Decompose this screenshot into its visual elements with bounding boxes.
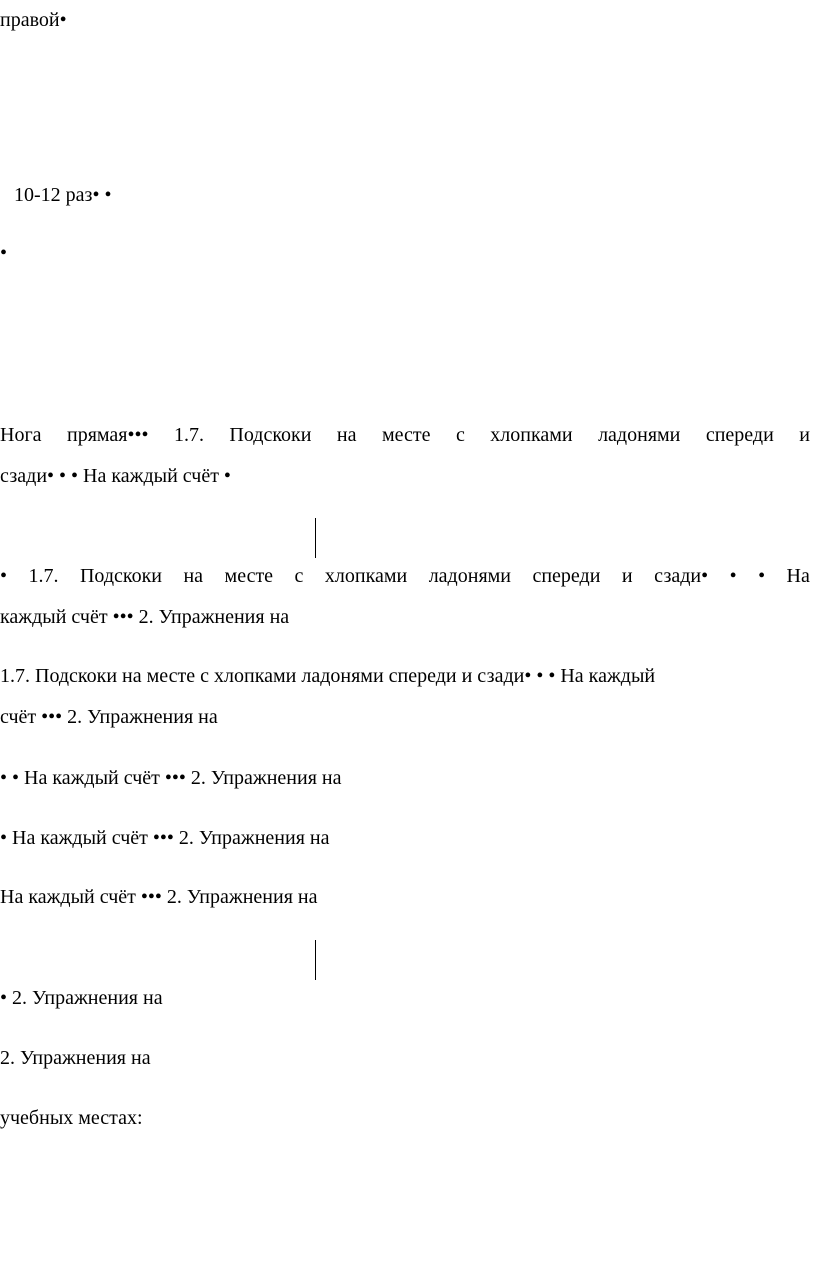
- word: Нога: [0, 424, 42, 446]
- word: с: [294, 565, 304, 587]
- word: 1.7.: [28, 565, 59, 587]
- word: •: [758, 565, 766, 587]
- text-line-podskoki-2: 1.7. Подскоки на месте с хлопками ладонями спереди и сзади• • • На каждый: [0, 665, 656, 687]
- text-line-noga-pryamaya: [0, 423, 816, 447]
- text-line-pravoy: правой•: [0, 9, 67, 31]
- word: На: [786, 565, 810, 587]
- text-cursor-divider: [315, 940, 316, 980]
- text-line-uprazhneniya-2: 2. Упражнения на: [0, 1047, 151, 1069]
- word: сзади•: [654, 565, 709, 587]
- word: месте: [381, 424, 431, 446]
- text-line-kazhdy-schet-5: На каждый счёт ••• 2. Упражнения на: [0, 886, 318, 908]
- text-line-uprazhneniya-1: • 2. Упражнения на: [0, 987, 163, 1009]
- word: хлопками: [490, 424, 573, 446]
- text-line-uchebnykh-mestakh: учебных местах:: [0, 1107, 143, 1129]
- text-line-schet-2: счёт ••• 2. Упражнения на: [0, 706, 218, 728]
- text-line-kazhdy-schet-3: • • На каждый счёт ••• 2. Упражнения на: [0, 767, 342, 789]
- word: и: [799, 424, 810, 446]
- word: прямая•••: [66, 424, 149, 446]
- word: на: [183, 565, 204, 587]
- word: месте: [224, 565, 274, 587]
- word: ладонями: [598, 424, 681, 446]
- word: •: [729, 565, 737, 587]
- word: •: [0, 565, 8, 587]
- word: хлопками: [324, 565, 408, 587]
- text-line-kazhdy-schet-1: каждый счёт ••• 2. Упражнения на: [0, 606, 290, 628]
- text-line-szadi: сзади• • • На каждый счёт •: [0, 465, 231, 487]
- text-line-bullet: •: [0, 242, 8, 264]
- word: Подскоки: [229, 424, 312, 446]
- text-line-kazhdy-schet-4: • На каждый счёт ••• 2. Упражнения на: [0, 827, 330, 849]
- text-cursor-divider: [315, 518, 316, 558]
- word: на: [336, 424, 357, 446]
- word: спереди: [532, 565, 601, 587]
- text-line-repetitions: 10-12 раз• •: [14, 184, 112, 206]
- word: и: [621, 565, 633, 587]
- word: с: [455, 424, 465, 446]
- word: спереди: [705, 424, 774, 446]
- word: ладонями: [428, 565, 511, 587]
- word: Подскоки: [79, 565, 162, 587]
- text-line-podskoki-1: [0, 564, 816, 588]
- word: 1.7.: [173, 424, 204, 446]
